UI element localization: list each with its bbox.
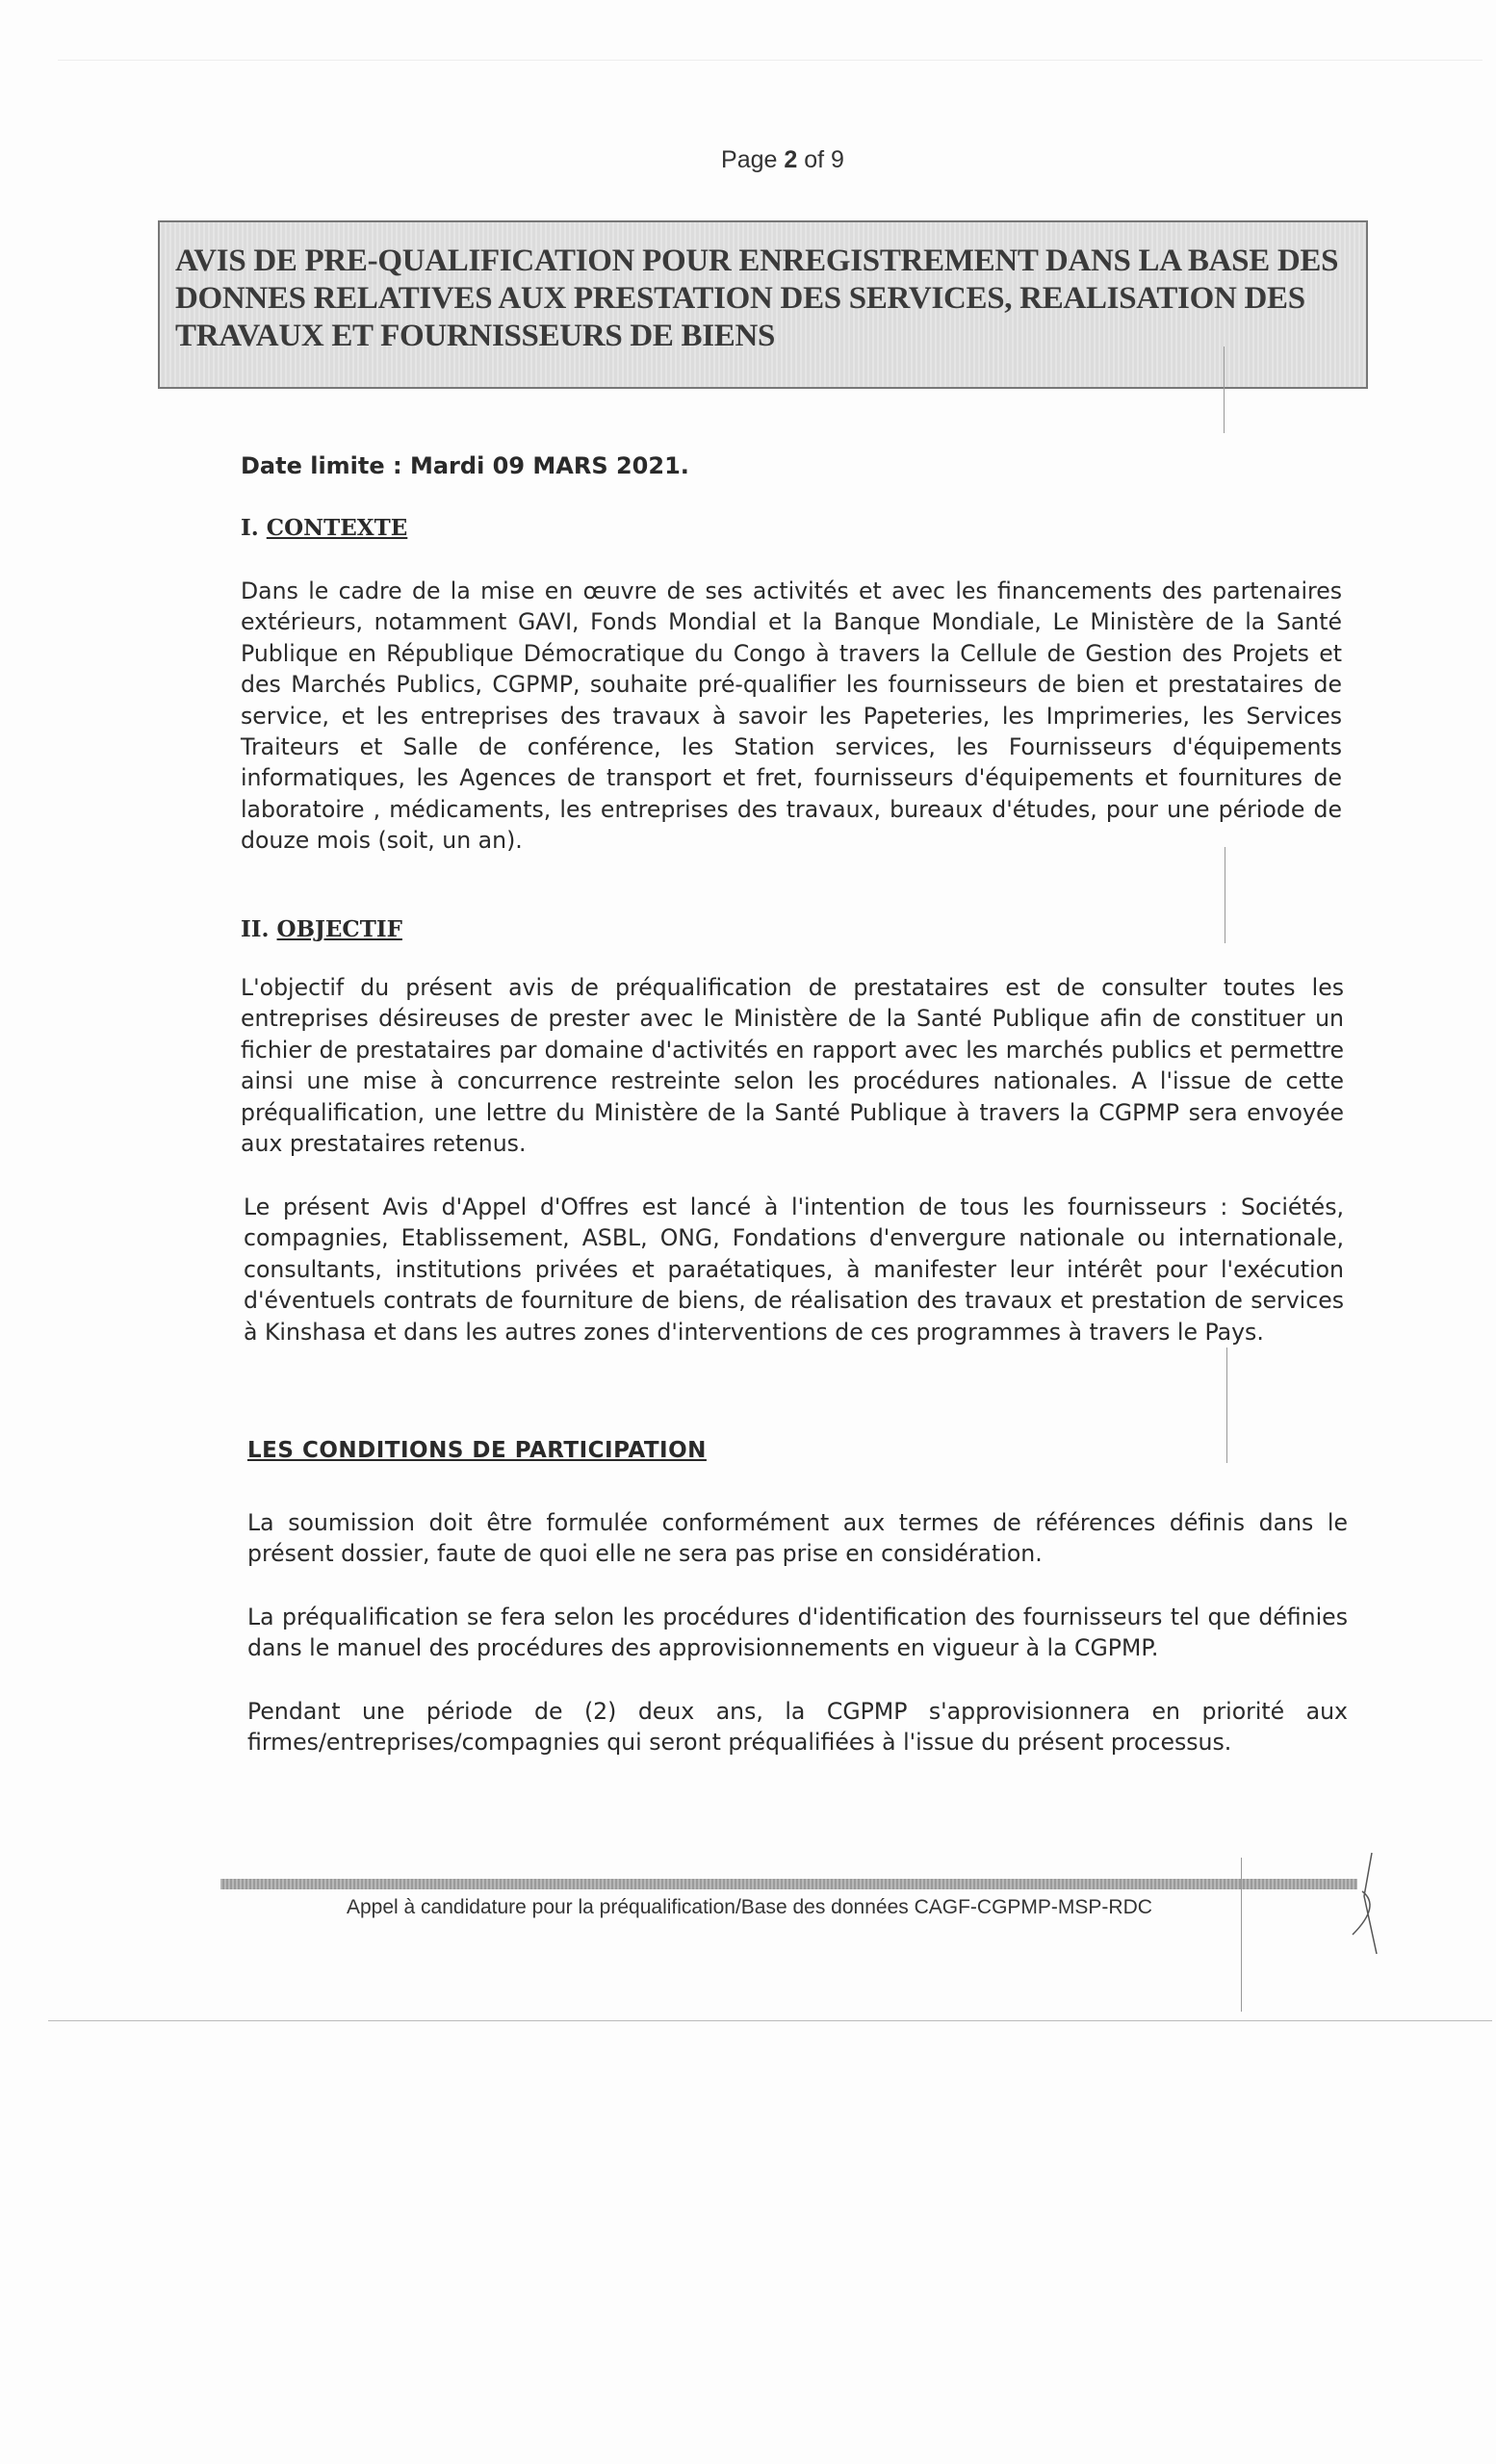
conditions-paragraph-3: Pendant une période de (2) deux ans, la CGPMP s'approvisionnera en priorité aux firmes/entreprises/compagnies qui seront préqualifiées à l'issue du présent processus. [247,1698,1348,1757]
current-page: 2 [784,146,798,173]
title-box [158,220,1368,389]
objectif-paragraph-2: Le présent Avis d'Appel d'Offres est lancé à l'intention de tous les fournisseurs : Sociétés, compagnies, Etablissement, ASBL, ONG, Fondations d'envergure nationale ou internationale, consultants, institutions privées et paraétatiques, à manifester leur intérêt pour l'exécution d'éventuels contrats de fourniture de biens, de réalisation des travaux et prestation de services à Kinshasa et dans les autres zones d'interventions de ces programmes à travers le Pays. [244,1194,1344,1346]
scan-artifact-line [1241,1858,1242,2012]
section-title: CONTEXTE [266,515,408,541]
scan-top-edge [58,60,1483,61]
contexte-paragraph: Dans le cadre de la mise en œuvre de ses activités et avec les financements des partenaires extérieurs, notamment GAVI, Fonds Mondial et la Banque Mondiale, Le Ministère de la Santé Publique en République Démocratique du Congo à travers la Cellule de Gestion des Projets et des Marchés Publics, CGPMP, souhaite pré-qualifier les fournisseurs de bien et prestataires de service, et les entreprises des travaux à savoir les Papeteries, les Imprimeries, les Services Traiteurs et Salle de conférence, les Station services, les Fournisseurs d'équipements informatiques, les Agences de transport et fret, fournisseurs d'équipements et fournitures de laboratoire , médicaments, les entreprises des travaux, bureaux d'études, pour une période de douze mois (soit, un an). [241,578,1342,855]
page-of: of [797,146,832,173]
deadline: Date limite : Mardi 09 MARS 2021. [241,452,689,479]
scan-bottom-edge [48,2020,1492,2021]
section-heading-conditions: LES CONDITIONS DE PARTICIPATION [247,1438,707,1463]
footer-bar [220,1879,1357,1889]
section-number: I. [241,515,267,541]
section-number: II. [241,916,277,942]
document-title: AVIS DE PRE-QUALIFICATION POUR ENREGISTREMENT DANS LA BASE DES DONNES RELATIVES AUX PRESTATION DES SERVICES, REALISATION DES TRAVAUX ET FOURNISSEURS DE BIENS [175,244,1339,353]
total-pages: 9 [831,146,844,173]
footer-text: Appel à candidature pour la préqualification/Base des données CAGF-CGPMP-MSP-RDC [347,1896,1152,1918]
conditions-paragraph-2: La préqualification se fera selon les procédures d'identification des fournisseurs tel que définies dans le manuel des procédures des approvisionnements en vigueur à la CGPMP. [247,1604,1348,1662]
conditions-paragraph-1: La soumission doit être formulée conformément aux termes de références définis dans le présent dossier, faute de quoi elle ne sera pas prise en considération. [247,1509,1348,1568]
section-heading-contexte [241,515,407,541]
page-label: Page [721,146,785,173]
initials-mark [1343,1848,1391,1964]
section-heading-objectif [241,916,402,942]
page-number [0,146,1496,174]
section-title: OBJECTIF [276,916,402,942]
objectif-paragraph-1: L'objectif du présent avis de préqualification de prestataires est de consulter toutes les entreprises désireuses de prester avec le Ministère de la Santé Publique afin de constituer un fichier de prestataires par domaine d'activités en rapport avec les marchés publics et permettre ainsi une mise à concurrence restreinte selon les procédures nationales. A l'issue de cette préqualification, une lettre du Ministère de la Santé Publique à travers la CGPMP sera envoyée aux prestataires retenus. [241,974,1344,1158]
scan-artifact-line [1226,1348,1227,1463]
scan-artifact-line [1224,346,1225,433]
